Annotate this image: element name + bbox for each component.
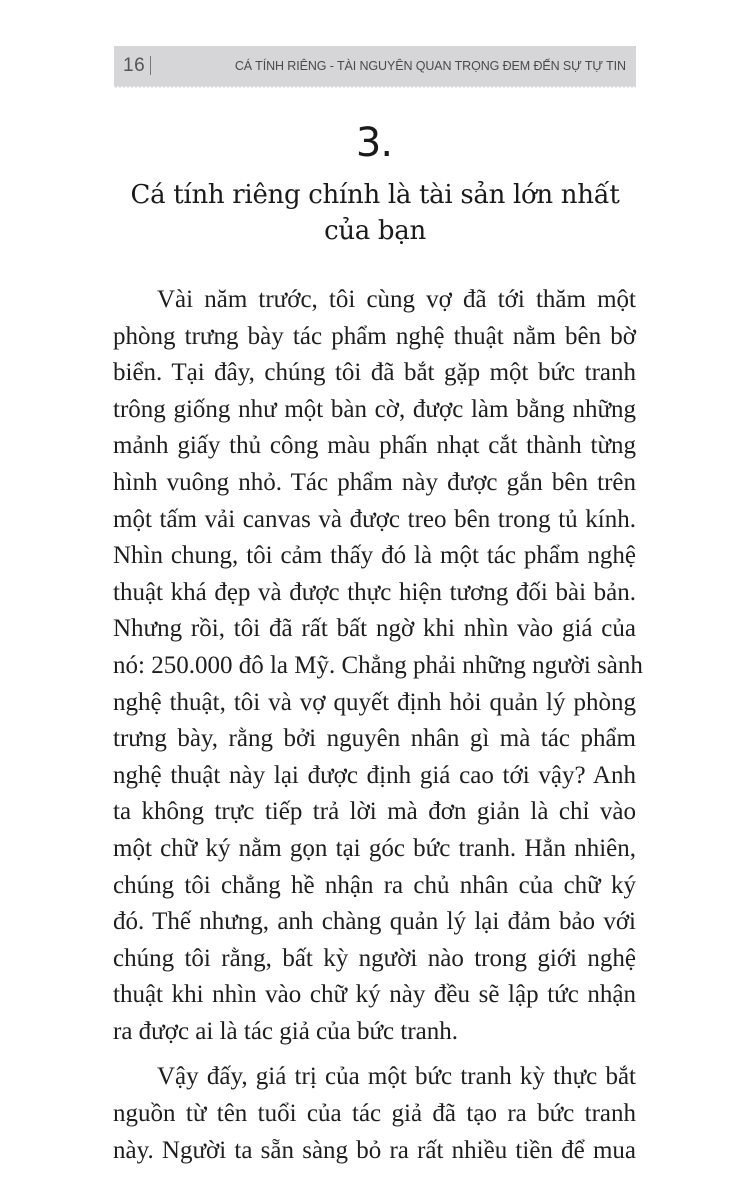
text-line: nguồn từ tên tuổi của tác giả đã tạo ra bức tranh: [113, 1100, 636, 1128]
text-line: Nhìn chung, tôi cảm thấy đó là một tác phẩm nghệ: [113, 542, 636, 570]
text-line: này. Người ta sẵn sàng bỏ ra rất nhiều tiền để mua: [113, 1136, 636, 1164]
page-number: 16: [123, 55, 146, 76]
running-title: CÁ TÍNH RIÊNG - TÀI NGUYÊN QUAN TRỌNG ĐEM ĐẾN SỰ TỰ TIN: [234, 59, 626, 73]
chapter-title-line: Cá tính riêng chính là tài sản lớn nhất: [130, 180, 620, 210]
text-line: nghệ thuật này lại được định giá cao tới vậy? Anh: [113, 761, 636, 789]
text-line: một tấm vải canvas và được treo bên trong tủ kính.: [113, 505, 636, 533]
paragraph: [113, 282, 643, 1050]
text-line: biển. Tại đây, chúng tôi đã bắt gặp một bức tranh: [113, 359, 636, 387]
body-text: [113, 282, 643, 1169]
text-line: đó. Thế nhưng, anh chàng quản lý lại đảm bảo với: [113, 908, 636, 936]
text-line: ra được ai là tác giả của bức tranh.: [113, 1017, 459, 1045]
text-line: mảnh giấy thủ công màu phấn nhạt cắt thành từng: [113, 432, 636, 460]
text-line: Vài năm trước, tôi cùng vợ đã tới thăm một: [157, 286, 636, 313]
chapter-title-line: của bạn: [324, 216, 426, 246]
text-line: trưng bày, rằng bởi nguyên nhân gì mà tác phẩm: [113, 725, 636, 753]
text-line: một chữ ký nằm gọn tại góc bức tranh. Hẳn nhiên,: [113, 834, 636, 862]
text-line: trông giống như một bàn cờ, được làm bằng những: [113, 395, 636, 423]
text-line: Vậy đấy, giá trị của một bức tranh kỳ thực bắt: [157, 1063, 636, 1091]
text-line: nghệ thuật, tôi và vợ quyết định hỏi quản lý phòng: [113, 688, 636, 716]
text-line: Nhưng rồi, tôi đã rất bất ngờ khi nhìn vào giá của: [113, 615, 636, 643]
text-line: hình vuông nhỏ. Tác phẩm này được gắn bên trên: [113, 468, 636, 496]
paragraph-spacer: [113, 1050, 636, 1059]
running-header: [114, 46, 636, 86]
text-line: chúng tôi rằng, bất kỳ người nào trong giới nghệ: [113, 944, 636, 972]
header-divider: [150, 56, 151, 75]
text-line: ta không trực tiếp trả lời mà đơn giản là chỉ vào: [113, 798, 636, 826]
text-line: nó: 250.000 đô la Mỹ. Chẳng phải những người sành: [113, 651, 643, 679]
text-line: chúng tôi chẳng hề nhận ra chủ nhân của chữ ký: [113, 871, 636, 899]
chapter-number: 3.: [355, 120, 393, 166]
text-line: phòng trưng bày tác phẩm nghệ thuật nằm bên bờ: [113, 322, 636, 350]
text-line: thuật khi nhìn vào chữ ký này đều sẽ lập tức nhận: [113, 981, 636, 1009]
chapter-title: [100, 177, 650, 249]
paragraph: [113, 1059, 636, 1169]
text-line: thuật khá đẹp và được thực hiện tương đối bài bản.: [113, 578, 636, 606]
